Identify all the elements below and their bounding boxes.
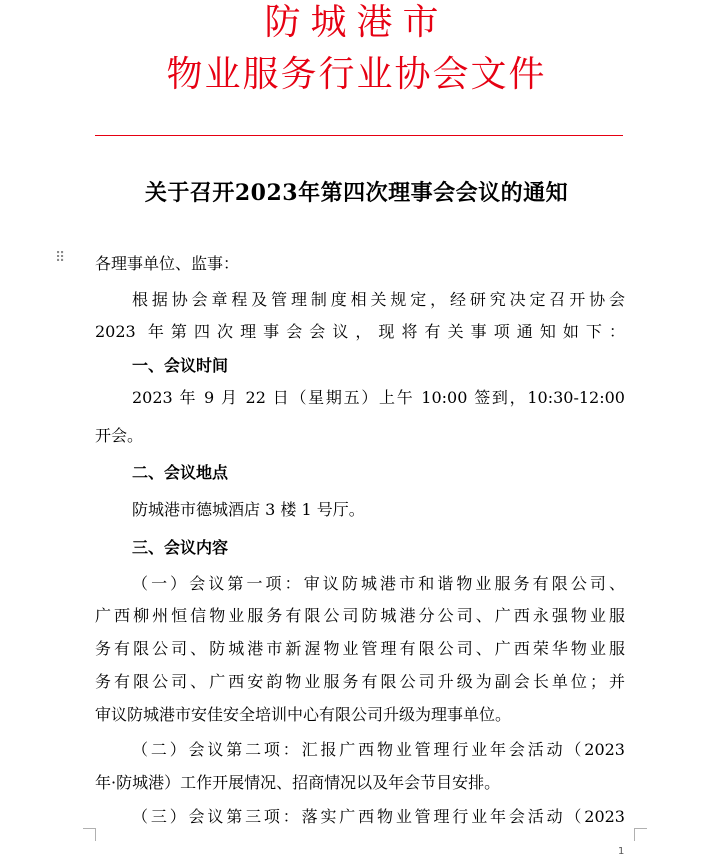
item3-line-1: （三）会议第三项：落实广西物业管理行业年会活动（2023 xyxy=(132,807,625,826)
item1-line-2: 广西柳州恒信物业服务有限公司防城港分公司、广西永强物业服 xyxy=(95,606,625,625)
org-name-line1: 防城港市 xyxy=(264,2,449,43)
item1-line-3: 务有限公司、防城港市新渥物业管理有限公司、广西荣华物业服 xyxy=(95,639,625,658)
section-heading-place: 二、会议地点 xyxy=(132,463,229,482)
page-number: 1 xyxy=(618,846,625,857)
item1-line-5: 审议防城港市安佳安全培训中心有限公司升级为理事单位。 xyxy=(95,705,512,724)
item2-line-1: （二）会议第二项：汇报广西物业管理行业年会活动（2023 xyxy=(132,740,625,759)
section-heading-content: 三、会议内容 xyxy=(132,538,229,557)
page-margin-corner-left xyxy=(83,828,96,841)
org-name-line2: 物业服务行业协会文件 xyxy=(166,54,547,95)
time-line-1: 2023 年 9 月 22 日（星期五）上午 10:00 签到，10:30-12:00 xyxy=(132,388,625,407)
place-text: 防城港市德城酒店 3 楼 1 号厅。 xyxy=(132,500,365,519)
item2-line-2: 年·防城港）工作开展情况、招商情况以及年会节目安排。 xyxy=(95,773,501,792)
item1-line-4: 务有限公司、广西安韵物业服务有限公司升级为副会长单位；并 xyxy=(95,672,625,691)
drag-handle-icon[interactable]: ⠿ xyxy=(55,250,66,266)
document-title: 关于召开2023年第四次理事会会议的通知 xyxy=(144,180,569,206)
item1-line-1: （一）会议第一项：审议防城港市和谐物业服务有限公司、 xyxy=(132,574,625,593)
red-divider-rule xyxy=(95,135,623,136)
time-line-2: 开会。 xyxy=(95,426,144,445)
section-heading-time: 一、会议时间 xyxy=(132,356,229,375)
page-margin-corner-right xyxy=(634,828,647,841)
intro-line-2: 2023 年第四次理事会会议，现将有关事项通知如下： xyxy=(95,322,625,341)
intro-line-1: 根据协会章程及管理制度相关规定，经研究决定召开协会 xyxy=(132,290,625,309)
salutation: 各理事单位、监事： xyxy=(95,254,240,273)
